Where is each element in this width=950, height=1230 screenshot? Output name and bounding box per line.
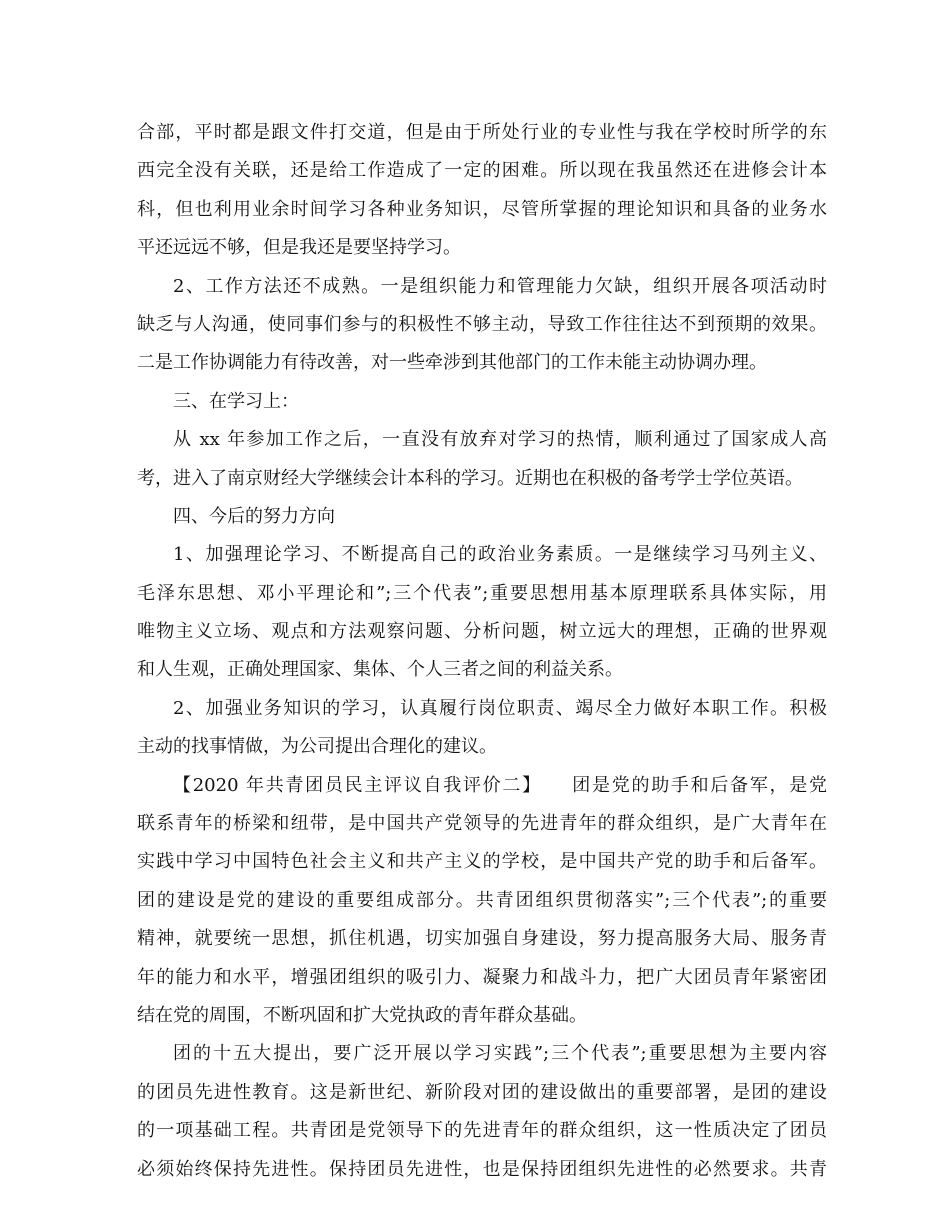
body-text-line: 和人生观，正确处理国家、集体、个人三者之间的利益关系。	[137, 659, 623, 681]
body-text-line: 唯物主义立场、观点和方法观察问题、分析问题，树立远大的理想，正确的世界观	[137, 621, 827, 643]
body-text-line: 平还远远不够，但是我还是要坚持学习。	[137, 237, 461, 259]
body-text-line: 缺乏与人沟通，使同事们参与的积极性不够主动，导致工作往往达不到预期的效果。	[137, 313, 827, 335]
document-body	[137, 114, 827, 1189]
body-text-line: 2、加强业务知识的学习，认真履行岗位职责、竭尽全力做好本职工作。积极	[173, 697, 827, 719]
body-text-line: 从 xx 年参加工作之后，一直没有放弃对学习的热情，顺利通过了国家成人高	[173, 429, 827, 451]
body-text-line: 三、在学习上：	[173, 390, 299, 412]
body-text-line: 二是工作协调能力有待改善，对一些牵涉到其他部门的工作未能主动协调办理。	[137, 352, 767, 374]
body-text-line: 2、工作方法还不成熟。一是组织能力和管理能力欠缺，组织开展各项活动时	[173, 275, 827, 297]
body-text-line: 结在党的周围，不断巩固和扩大党执政的青年群众基础。	[137, 1004, 587, 1026]
body-text-line: 考，进入了南京财经大学继续会计本科的学习。近期也在积极的备考学士学位英语。	[137, 467, 803, 489]
body-text-line: 精神，就要统一思想，抓住机遇，切实加强自身建设，努力提高服务大局、服务青	[137, 928, 827, 950]
body-text-line: 团的建设是党的建设的重要组成部分。共青团组织贯彻落实”;三个代表”;的重要	[137, 889, 827, 911]
body-text-line: 【2020 年共青团员民主评议自我评价二】 团是党的助手和后备军，是党	[173, 774, 827, 796]
body-text-line: 毛泽东思想、邓小平理论和”;三个代表”;重要思想用基本原理联系具体实际，用	[137, 582, 827, 604]
body-text-line: 合部，平时都是跟文件打交道，但是由于所处行业的专业性与我在学校时所学的东	[137, 122, 827, 143]
body-text-line: 年的能力和水平，增强团组织的吸引力、凝聚力和战斗力，把广大团员青年紧密团	[137, 966, 827, 988]
body-text-line: 主动的找事情做，为公司提出合理化的建议。	[137, 736, 497, 758]
body-text-line: 实践中学习中国特色社会主义和共产主义的学校，是中国共产党的助手和后备军。	[137, 851, 827, 873]
body-text-line: 西完全没有关联，还是给工作造成了一定的困难。所以现在我虽然还在进修会计本	[137, 160, 827, 182]
body-text-line: 的一项基础工程。共青团是党领导下的先进青年的群众组织，这一性质决定了团员	[137, 1120, 827, 1142]
body-text-line: 联系青年的桥梁和纽带，是中国共产党领导的先进青年的群众组织，是广大青年在	[137, 813, 827, 835]
body-text-line: 1、加强理论学习、不断提高自己的政治业务素质。一是继续学习马列主义、	[173, 544, 827, 566]
body-text-line: 四、今后的努力方向	[173, 505, 335, 527]
body-text-line: 的团员先进性教育。这是新世纪、新阶段对团的建设做出的重要部署，是团的建设	[137, 1081, 827, 1103]
body-text-line: 科，但也利用业余时间学习各种业务知识，尽管所掌握的理论知识和具备的业务水	[137, 198, 827, 220]
body-text-line: 必须始终保持先进性。保持团员先进性，也是保持团组织先进性的必然要求。共青	[137, 1158, 827, 1180]
body-text-line: 团的十五大提出，要广泛开展以学习实践”;三个代表”;重要思想为主要内容	[173, 1043, 827, 1065]
